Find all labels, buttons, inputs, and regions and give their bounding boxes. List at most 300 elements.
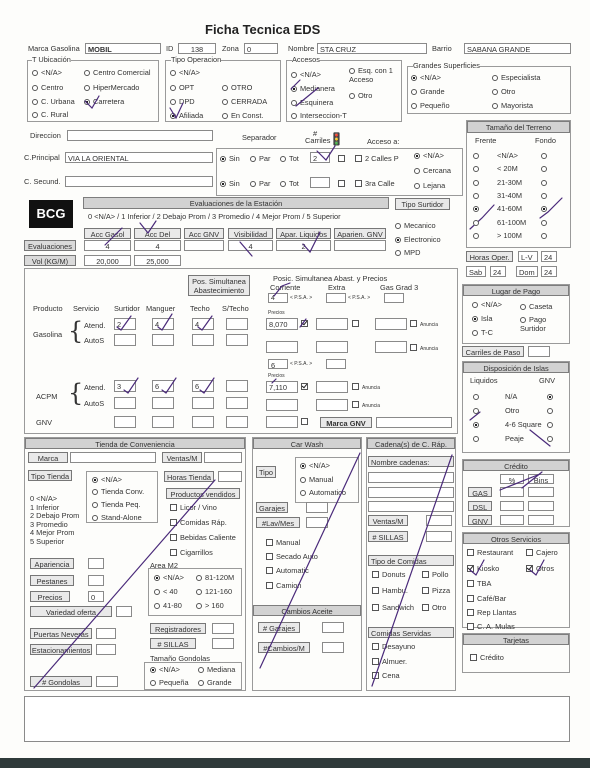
cs-par-radio[interactable]: Par bbox=[250, 180, 271, 189]
radio-icon bbox=[473, 153, 479, 159]
cp-tot-radio[interactable]: Tot bbox=[280, 155, 299, 164]
a-anuncia-check-2[interactable]: Anuncia bbox=[352, 401, 380, 410]
radio-icon bbox=[92, 515, 98, 521]
credito-gas-bins[interactable] bbox=[528, 487, 554, 497]
area-label: Area M2 bbox=[150, 561, 178, 570]
apariencia-field[interactable] bbox=[88, 558, 104, 569]
tarjeta-credito-check[interactable]: Crédito bbox=[470, 654, 504, 663]
radio-icon bbox=[547, 422, 553, 428]
comida-pizza-check[interactable]: Pizza bbox=[422, 587, 450, 596]
radio-icon bbox=[541, 193, 547, 199]
area-40-radio[interactable]: < 40 bbox=[154, 588, 178, 597]
garajes-field[interactable] bbox=[306, 502, 328, 513]
checkbox-icon bbox=[266, 539, 273, 546]
operacion-title: Tipo Operacion bbox=[171, 55, 222, 64]
g-price-extra-check[interactable] bbox=[352, 320, 362, 329]
acceso-a-label: Acceso a: bbox=[367, 137, 400, 146]
acc-opt-otro[interactable]: Otro bbox=[349, 92, 372, 101]
otros-llantas-check[interactable]: Rep Llantas bbox=[467, 609, 516, 618]
cadena-ventas-label: Ventas/M bbox=[368, 515, 408, 526]
credito-gnv-pct[interactable] bbox=[500, 515, 524, 525]
acceso-cercana-radio[interactable]: Cercana bbox=[414, 167, 451, 176]
pestanas-field[interactable] bbox=[88, 575, 104, 586]
radio-icon bbox=[473, 166, 479, 172]
g-extra-field[interactable] bbox=[326, 293, 346, 303]
radio-selected-icon bbox=[154, 575, 160, 581]
credito-bins-label: Bins bbox=[528, 474, 554, 484]
zona-label: Zona bbox=[222, 44, 239, 53]
islas-gnv-radio[interactable] bbox=[547, 393, 556, 402]
otros-otros-check[interactable]: Otros bbox=[526, 565, 554, 574]
zona-field[interactable]: 0 bbox=[244, 43, 278, 54]
carriles-paso-field[interactable] bbox=[528, 346, 550, 357]
pago-caseta-radio[interactable]: Caseta bbox=[520, 303, 552, 312]
radio-icon bbox=[473, 422, 479, 428]
gnv-techo[interactable] bbox=[192, 416, 214, 428]
terreno-fondo-radio[interactable] bbox=[541, 179, 550, 188]
dos-calles-check[interactable]: 2 Calles P bbox=[355, 155, 399, 164]
otros-tba-check[interactable]: TBA bbox=[467, 580, 491, 589]
a-atend-stecho[interactable] bbox=[226, 380, 248, 392]
terreno-frente-radio[interactable] bbox=[473, 165, 482, 174]
comida-otro-check[interactable]: Otro bbox=[422, 604, 446, 613]
tienda-ventas-label: Ventas/M bbox=[162, 452, 202, 463]
oper-opt-en-const[interactable]: En Const. bbox=[222, 112, 263, 121]
a-price-field-2[interactable] bbox=[266, 399, 298, 411]
cs-check[interactable] bbox=[338, 180, 348, 189]
pos-simultanea-button[interactable]: Pos. Simultanea Abastecimiento bbox=[188, 275, 250, 296]
terreno-frente-radio[interactable] bbox=[473, 179, 482, 188]
a-price-field[interactable]: 7,110 bbox=[266, 381, 298, 393]
comida-donuts-check[interactable]: Donuts bbox=[372, 571, 405, 580]
radio-icon bbox=[250, 181, 256, 187]
checkbox-checked-icon bbox=[301, 320, 308, 327]
prod-licor-check[interactable]: Licor / Vino bbox=[170, 504, 217, 513]
surt-mecanico-radio[interactable]: Mecanico bbox=[395, 222, 436, 231]
horas-oper-label: Horas Oper. bbox=[466, 251, 513, 262]
radio-icon bbox=[547, 436, 553, 442]
gond-na-radio[interactable]: <N/A> bbox=[150, 666, 180, 675]
tres-calle-check[interactable]: 3ra Calle bbox=[355, 180, 395, 189]
checkbox-icon bbox=[470, 654, 477, 661]
radio-icon bbox=[32, 85, 38, 91]
surt-mpd-radio[interactable]: MPD bbox=[395, 249, 420, 258]
otros-header: Otros Servicios bbox=[463, 533, 569, 544]
col-servicio: Servicio bbox=[73, 304, 100, 313]
vol-field-1[interactable]: 20,000 bbox=[84, 255, 131, 266]
carriles-field[interactable]: 2 bbox=[310, 152, 330, 163]
gnv-stecho[interactable] bbox=[226, 416, 248, 428]
ubic-opt-c-urbana[interactable]: C. Urbana bbox=[32, 98, 75, 107]
col-surtidor: Surtidor bbox=[114, 304, 140, 313]
serv-almuer-check[interactable]: Almuer. bbox=[372, 658, 407, 667]
a-psa-1: < P.S.A. > bbox=[290, 361, 313, 367]
area-41-radio[interactable]: 41-80 bbox=[154, 602, 182, 611]
acc-opt-medianera[interactable]: Medianera bbox=[291, 85, 335, 94]
tipo-tienda-label: Tipo Tienda bbox=[28, 470, 72, 481]
evaluaciones-label: Evaluaciones bbox=[24, 240, 76, 251]
vol-field-2[interactable]: 25,000 bbox=[134, 255, 181, 266]
terreno-fondo-radio[interactable] bbox=[541, 165, 550, 174]
serv-desayuno-check[interactable]: Desayuno bbox=[372, 643, 415, 652]
radio-icon bbox=[492, 103, 498, 109]
g-price-gas3[interactable] bbox=[375, 318, 407, 330]
tienda-standalone-radio[interactable]: Stand-Alone bbox=[92, 514, 142, 523]
a-price-extra-2[interactable] bbox=[316, 399, 348, 411]
wash-secado-check[interactable]: Secado Auto bbox=[266, 553, 318, 562]
eval-visibilidad[interactable]: 4 bbox=[228, 240, 273, 251]
radio-icon bbox=[541, 153, 547, 159]
lav-mes-label: #Lav/Mes bbox=[256, 517, 300, 528]
g-autos-manguer[interactable] bbox=[152, 334, 174, 346]
checkbox-icon bbox=[266, 567, 273, 574]
carwash-header: Car Wash bbox=[253, 438, 361, 449]
oper-opt-opt[interactable]: OPT bbox=[170, 84, 194, 93]
ubic-opt-centro[interactable]: Centro bbox=[32, 84, 63, 93]
terreno-fondo-radio[interactable] bbox=[541, 232, 550, 241]
credito-dsl-bins[interactable] bbox=[528, 501, 554, 511]
islas-gnv-radio[interactable] bbox=[547, 421, 556, 430]
grandes-sup-title: Grandes Superficies bbox=[413, 61, 480, 70]
tienda-precios-field[interactable]: 0 bbox=[88, 591, 104, 602]
col-stecho: S/Techo bbox=[222, 304, 249, 313]
islas-liq-radio[interactable] bbox=[473, 407, 482, 416]
credito-dsl-pct[interactable] bbox=[500, 501, 524, 511]
radio-selected-icon bbox=[92, 477, 98, 483]
gnv-surtidor[interactable] bbox=[114, 416, 136, 428]
islas-gnv-radio[interactable] bbox=[547, 435, 556, 444]
radio-selected-icon bbox=[411, 75, 417, 81]
eval-aparien-gnv[interactable] bbox=[334, 240, 386, 251]
g-anuncia-check-2[interactable]: Anuncia bbox=[410, 344, 438, 353]
gs-opt-mayorista[interactable]: Mayorista bbox=[492, 102, 533, 111]
radio-icon bbox=[473, 436, 479, 442]
pago-tc-radio[interactable]: T-C bbox=[472, 329, 493, 338]
oper-opt-na[interactable]: <N/A> bbox=[170, 69, 200, 78]
g-precios-label: Precios bbox=[268, 310, 285, 316]
a-autos-stecho[interactable] bbox=[226, 397, 248, 409]
gondolas-field[interactable] bbox=[96, 676, 118, 687]
islas-liq-radio[interactable] bbox=[473, 421, 482, 430]
prod-comidas-check[interactable]: Comidas Ráp. bbox=[170, 519, 227, 528]
otros-mulas-check[interactable]: C. A. Mulas bbox=[467, 623, 515, 632]
col-manguer: Manguer bbox=[146, 304, 176, 313]
dom-field[interactable]: 24 bbox=[541, 266, 557, 277]
gs-opt-otro[interactable]: Otro bbox=[492, 88, 515, 97]
variedad-label: Variedad oferta bbox=[30, 606, 112, 617]
wash-manual-check[interactable]: Manual bbox=[266, 539, 300, 548]
area-na-radio[interactable]: <N/A> bbox=[154, 574, 184, 583]
radio-icon bbox=[84, 85, 90, 91]
a-atend-techo[interactable]: 6 bbox=[192, 380, 214, 392]
area-160-radio[interactable]: > 160 bbox=[196, 602, 224, 611]
tienda-scale-item: 1 Inferior bbox=[30, 502, 60, 512]
gs-opt-na[interactable]: <N/A> bbox=[411, 74, 441, 83]
oper-opt-cerrada[interactable]: CERRADA bbox=[222, 98, 267, 107]
comida-hambu-check[interactable]: Hambu. bbox=[372, 587, 408, 596]
gs-opt-pequeno[interactable]: Pequeño bbox=[411, 102, 450, 111]
prod-cigarrillos-check[interactable]: Cigarrillos bbox=[170, 549, 213, 558]
acc-opt-na[interactable]: <N/A> bbox=[291, 71, 321, 80]
wash-manual-radio[interactable]: Manual bbox=[300, 476, 333, 485]
a-atend-manguer[interactable]: 6 bbox=[152, 380, 174, 392]
islas-liq-radio[interactable] bbox=[473, 393, 482, 402]
g-top-field[interactable]: 4 bbox=[268, 293, 288, 303]
acc-opt-esq[interactable]: Esq. con 1 Acceso bbox=[349, 66, 393, 84]
radio-icon bbox=[32, 112, 38, 118]
otros-cajero-check[interactable]: Cajero bbox=[526, 549, 558, 558]
estacionamientos-field[interactable] bbox=[96, 644, 116, 655]
marca-label: Marca Gasolina bbox=[28, 44, 80, 53]
otros-kiosko-check[interactable]: Kiosko bbox=[467, 565, 499, 574]
g-price-field[interactable]: 8,070 bbox=[266, 318, 298, 330]
cs-carriles-field[interactable] bbox=[310, 177, 330, 188]
registradores-field[interactable] bbox=[212, 623, 234, 634]
gas3-label: Gas Grad 3 bbox=[380, 283, 419, 292]
pago-surtidor-radio[interactable]: Pago Surtidor bbox=[520, 315, 547, 333]
checkbox-icon bbox=[355, 155, 362, 162]
g-autos-stecho[interactable] bbox=[226, 334, 248, 346]
serv-cena-check[interactable]: Cena bbox=[372, 672, 400, 681]
checkbox-icon bbox=[372, 658, 379, 665]
eval-acc-gasol[interactable]: 4 bbox=[84, 240, 131, 251]
ubic-opt-na[interactable]: <N/A> bbox=[32, 69, 62, 78]
terreno-frente-radio[interactable] bbox=[473, 192, 482, 201]
cambios-mes-field[interactable] bbox=[322, 642, 344, 653]
terreno-frente-radio[interactable] bbox=[473, 232, 482, 241]
tienda-conv-radio[interactable]: Tienda Conv. bbox=[92, 488, 144, 497]
cadena-sillas-field[interactable] bbox=[426, 531, 452, 542]
evaluaciones-header: Evaluaciones de la Estación bbox=[83, 197, 389, 209]
vol-label: Vol (KG/M) bbox=[24, 255, 76, 266]
checkbox-icon bbox=[338, 180, 345, 187]
gnv-price-check[interactable] bbox=[301, 418, 311, 427]
cs-tot-radio[interactable]: Tot bbox=[280, 180, 299, 189]
tienda-marca-field[interactable] bbox=[70, 452, 156, 463]
gs-opt-grande[interactable]: Grande bbox=[411, 88, 445, 97]
radio-selected-icon bbox=[220, 156, 226, 162]
radio-icon bbox=[170, 70, 176, 76]
oper-opt-afiliada[interactable]: Afiliada bbox=[170, 112, 203, 121]
cadena-ventas-field[interactable] bbox=[426, 515, 452, 526]
gond-pequena-radio[interactable]: Pequeña bbox=[150, 679, 189, 688]
radio-icon bbox=[291, 100, 297, 106]
comida-pollo-check[interactable]: Pollo bbox=[422, 571, 448, 580]
g-price-check[interactable] bbox=[301, 320, 311, 329]
radio-icon bbox=[520, 304, 526, 310]
comida-sandwich-check[interactable]: Sandwich bbox=[372, 604, 414, 613]
cs-sin-radio[interactable]: Sin bbox=[220, 180, 240, 189]
gondolas-label: # Gondolas bbox=[30, 676, 92, 687]
checkbox-icon bbox=[467, 609, 474, 616]
checkbox-icon bbox=[338, 155, 345, 162]
oper-opt-otro[interactable]: OTRO bbox=[222, 84, 252, 93]
g-price-gas3-2[interactable] bbox=[375, 341, 407, 353]
prod-bebidas-check[interactable]: Bebidas Caliente bbox=[170, 534, 236, 543]
horas-tienda-label: Horas Tienda bbox=[164, 471, 214, 482]
terreno-frente-radio[interactable] bbox=[473, 152, 482, 161]
pago-header: Lugar de Pago bbox=[463, 285, 569, 296]
g-autos-surtidor[interactable] bbox=[114, 334, 136, 346]
terreno-frente-radio[interactable] bbox=[473, 219, 482, 228]
g-price-extra-2[interactable] bbox=[316, 341, 348, 353]
nombre-field[interactable]: STA CRUZ bbox=[317, 43, 427, 54]
cadena-nombre-2[interactable] bbox=[368, 487, 454, 498]
radio-icon bbox=[250, 156, 256, 162]
ubic-opt-hipermercado[interactable]: HiperMercado bbox=[84, 84, 139, 93]
radio-icon bbox=[92, 489, 98, 495]
bcg-logo: BCG bbox=[29, 200, 73, 228]
a-extra-top[interactable] bbox=[326, 359, 346, 369]
a-price-extra[interactable] bbox=[316, 381, 348, 393]
radio-selected-icon bbox=[472, 316, 478, 322]
cp-check[interactable] bbox=[338, 155, 348, 164]
notes-field[interactable] bbox=[24, 696, 570, 742]
cadena-nombre-1[interactable] bbox=[368, 472, 454, 483]
g-atend-surtidor[interactable]: 2 bbox=[114, 318, 136, 330]
islas-gnv-radio[interactable] bbox=[547, 407, 556, 416]
terreno-fondo-radio[interactable] bbox=[541, 152, 550, 161]
checkbox-icon bbox=[355, 180, 362, 187]
g-atend-techo[interactable]: 4 bbox=[192, 318, 214, 330]
acceso-na-radio[interactable]: <N/A> bbox=[414, 152, 444, 161]
a-price-check[interactable] bbox=[301, 383, 311, 392]
radio-icon bbox=[150, 680, 156, 686]
wash-camion-check[interactable]: Camion bbox=[266, 582, 301, 591]
gs-opt-especialista[interactable]: Especialista bbox=[492, 74, 540, 83]
wash-na-radio[interactable]: <N/A> bbox=[300, 462, 330, 471]
tipo-surtidor-button[interactable]: Tipo Surtidor bbox=[395, 198, 450, 210]
acc-opt-interseccion[interactable]: Interseccion-T bbox=[291, 112, 347, 121]
radio-icon bbox=[411, 103, 417, 109]
pestanas-label: Pestanes bbox=[30, 575, 74, 586]
a-autos-techo[interactable] bbox=[192, 397, 214, 409]
a-atend-surtidor[interactable]: 3 bbox=[114, 380, 136, 392]
terreno-fondo-radio[interactable] bbox=[541, 205, 550, 214]
acc-opt-esquinera[interactable]: Esquinera bbox=[291, 99, 333, 108]
acc-gasol-header: Acc Gasol bbox=[84, 228, 131, 239]
ubic-opt-c-rural[interactable]: C. Rural bbox=[32, 111, 68, 120]
a-anuncia-check[interactable]: Anuncia bbox=[352, 383, 380, 392]
cp-par-radio[interactable]: Par bbox=[250, 155, 271, 164]
gond-mediana-radio[interactable]: Mediana bbox=[198, 666, 235, 675]
a-autos-manguer[interactable] bbox=[152, 397, 174, 409]
terreno-fondo-radio[interactable] bbox=[541, 219, 550, 228]
ubic-opt-centro-comercial[interactable]: Centro Comercial bbox=[84, 69, 151, 78]
tienda-scale-item: 3 Promedio bbox=[30, 519, 68, 529]
acc-gnv-header: Acc GNV bbox=[184, 228, 224, 239]
g-atend-manguer[interactable]: 4 bbox=[152, 318, 174, 330]
pago-na-radio[interactable]: <N/A> bbox=[472, 301, 502, 310]
tienda-peq-radio[interactable]: Tienda Peq. bbox=[92, 501, 141, 510]
radio-icon bbox=[473, 193, 479, 199]
radio-icon bbox=[349, 93, 355, 99]
c-principal-field[interactable]: VIA LA ORIENTAL bbox=[65, 152, 213, 163]
credito-gnv-bins[interactable] bbox=[528, 515, 554, 525]
cadena-nombre-3[interactable] bbox=[368, 501, 454, 512]
c-secund-label: C. Secund. bbox=[24, 177, 61, 186]
barrio-field[interactable]: SABANA GRANDE bbox=[464, 43, 571, 54]
cp-sin-radio[interactable]: Sin bbox=[220, 155, 240, 164]
credito-gas-label: GAS bbox=[468, 487, 492, 497]
otros-cafe-check[interactable]: Café/Bar bbox=[467, 595, 506, 604]
acceso-lejana-radio[interactable]: Lejana bbox=[414, 182, 445, 191]
g-price-extra[interactable] bbox=[316, 318, 348, 330]
tienda-na-radio[interactable]: <N/A> bbox=[92, 476, 122, 485]
gnv-manguer[interactable] bbox=[152, 416, 174, 428]
tienda-ventas-field[interactable] bbox=[204, 452, 242, 463]
sab-field[interactable]: 24 bbox=[490, 266, 506, 277]
g-autos-techo[interactable] bbox=[192, 334, 214, 346]
cambios-header: Cambios Aceite bbox=[253, 605, 361, 616]
variedad-field[interactable] bbox=[116, 606, 132, 617]
direccion-field[interactable] bbox=[67, 130, 213, 141]
g-gas3-field[interactable] bbox=[384, 293, 404, 303]
a-top-field[interactable]: 6 bbox=[268, 359, 288, 369]
radio-icon bbox=[473, 220, 479, 226]
checkbox-icon bbox=[410, 320, 417, 327]
area-81-radio[interactable]: 81-120M bbox=[196, 574, 234, 583]
otros-restaurant-check[interactable]: Restaurant bbox=[467, 549, 513, 558]
g-anuncia-check[interactable]: Anuncia bbox=[410, 320, 438, 329]
c-secund-field[interactable] bbox=[65, 176, 213, 187]
wash-automatic-check[interactable]: Automatic bbox=[266, 567, 309, 576]
eval-apar-liquidos[interactable]: 2 bbox=[276, 240, 331, 251]
checkbox-icon bbox=[467, 595, 474, 602]
lv-field[interactable]: 24 bbox=[541, 251, 557, 262]
radio-icon bbox=[473, 180, 479, 186]
islas-option-label: Otro bbox=[505, 406, 520, 415]
lv-label: L-V bbox=[518, 251, 538, 262]
area-121-radio[interactable]: 121-160 bbox=[196, 588, 232, 597]
checkbox-checked-icon bbox=[467, 565, 474, 572]
radio-icon bbox=[170, 99, 176, 105]
radio-selected-icon bbox=[300, 463, 306, 469]
ubic-opt-carretera[interactable]: Carretera bbox=[84, 98, 124, 107]
marca-gnv-field[interactable] bbox=[376, 417, 452, 428]
terreno-fondo-radio[interactable] bbox=[541, 192, 550, 201]
a-autos-surtidor[interactable] bbox=[114, 397, 136, 409]
credito-gas-pct[interactable] bbox=[500, 487, 524, 497]
id-field[interactable]: 138 bbox=[178, 43, 216, 54]
a-autos-label: AutoS bbox=[84, 399, 105, 408]
pago-isla-radio[interactable]: Isla bbox=[472, 315, 493, 324]
eval-acc-del[interactable]: 4 bbox=[134, 240, 181, 251]
cadena-nombre-label: Nombre cadenas: bbox=[368, 456, 454, 467]
radio-icon bbox=[280, 181, 286, 187]
gond-grande-radio[interactable]: Grande bbox=[198, 679, 232, 688]
tienda-sillas-field[interactable] bbox=[212, 638, 234, 649]
puertas-field[interactable] bbox=[96, 628, 116, 639]
marca-field[interactable]: MOBIL bbox=[85, 43, 161, 54]
apar-liquidos-header: Apar. Liquidos bbox=[276, 228, 331, 239]
g-price-field-2[interactable] bbox=[266, 341, 298, 353]
eval-acc-gnv[interactable] bbox=[184, 240, 224, 251]
tienda-scale-item: 5 Superior bbox=[30, 536, 65, 546]
wash-auto-radio[interactable]: Automatico bbox=[300, 489, 346, 498]
terreno-frente-radio[interactable] bbox=[473, 205, 482, 214]
islas-liq-radio[interactable] bbox=[473, 435, 482, 444]
comidas-servidas-label: Comidas Servidas bbox=[368, 627, 454, 638]
g-atend-stecho[interactable] bbox=[226, 318, 248, 330]
gnv-price[interactable] bbox=[266, 416, 298, 428]
checkbox-icon bbox=[170, 549, 177, 556]
horas-tienda-field[interactable] bbox=[218, 471, 242, 482]
lav-mes-field[interactable] bbox=[306, 517, 328, 528]
oper-opt-dpd[interactable]: DPD bbox=[170, 98, 195, 107]
cambios-garajes-field[interactable] bbox=[322, 622, 344, 633]
surt-electronico-radio[interactable]: Electronico bbox=[395, 236, 441, 245]
